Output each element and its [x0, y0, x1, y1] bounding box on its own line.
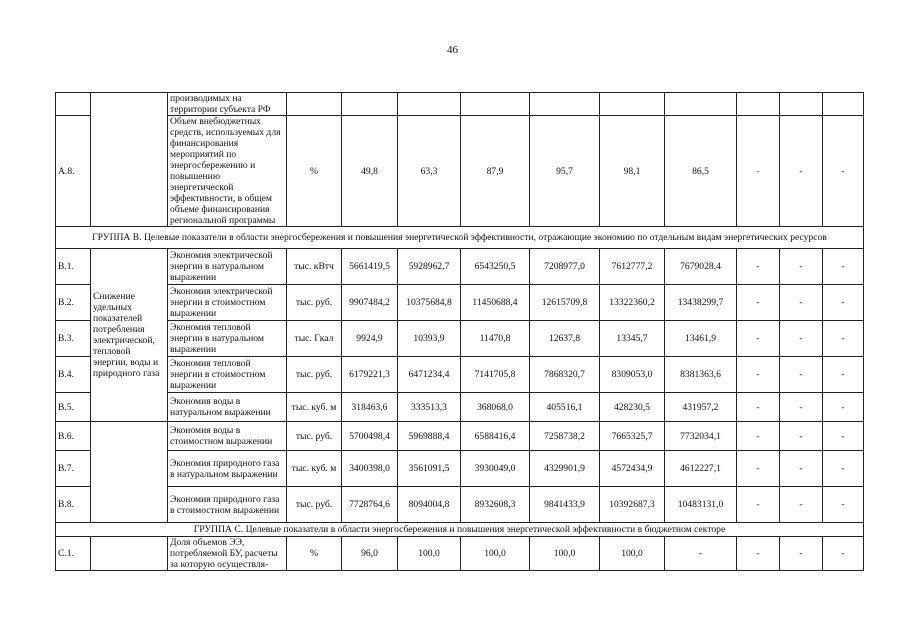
value-cell: 7141705,8 [461, 357, 530, 393]
category-cell [91, 537, 168, 571]
value-cell: 7679028,4 [665, 249, 737, 285]
value-cell: 6179221,3 [342, 357, 398, 393]
row-unit: тыс. куб. м [287, 393, 342, 422]
value-cell: - [737, 321, 780, 357]
table-row [56, 393, 864, 422]
value-cell: 95,7 [530, 116, 600, 227]
row-unit: тыс. кВтч [287, 249, 342, 285]
table-row [56, 451, 864, 487]
value-cell: 11470,8 [461, 321, 530, 357]
table-row [56, 357, 864, 393]
value-cell: - [737, 422, 780, 451]
value-cell: - [823, 393, 864, 422]
value-cell: - [780, 357, 823, 393]
value-cell: 13461,9 [665, 321, 737, 357]
value-cell: 8309053,0 [600, 357, 665, 393]
row-description: Экономия тепловой энергии в натуральном выражении [168, 321, 287, 357]
value-cell: 8932608,3 [461, 487, 530, 523]
row-unit: тыс. руб. [287, 487, 342, 523]
value-cell: 49,8 [342, 116, 398, 227]
row-code: А.8. [56, 116, 91, 227]
value-cell: 100,0 [530, 537, 600, 571]
value-cell: 428230,5 [600, 393, 665, 422]
value-cell: 10375684,8 [398, 285, 461, 321]
value-cell: 13345,7 [600, 321, 665, 357]
group-header-row [56, 523, 864, 537]
value-cell: 9841433,9 [530, 487, 600, 523]
value-cell: 86,5 [665, 116, 737, 227]
category-cell [91, 422, 168, 523]
row-description: Доля объемов ЭЭ, потребляемой БУ, расчеты за которую осуществля- [168, 537, 287, 571]
row-unit [287, 93, 342, 116]
table-row [56, 116, 864, 227]
value-cell: - [737, 451, 780, 487]
value-cell: 405516,1 [530, 393, 600, 422]
value-cell [530, 93, 600, 116]
table-row [56, 321, 864, 357]
value-cell: 3561091,5 [398, 451, 461, 487]
value-cell: - [780, 487, 823, 523]
value-cell: 10483131,0 [665, 487, 737, 523]
row-description: Экономия электрической энергии в стоимостном выражении [168, 285, 287, 321]
value-cell: 87,9 [461, 116, 530, 227]
value-cell: - [823, 321, 864, 357]
value-cell [665, 93, 737, 116]
value-cell: 13322360,2 [600, 285, 665, 321]
value-cell [780, 93, 823, 116]
row-code: В.6. [56, 422, 91, 451]
value-cell: 431957,2 [665, 393, 737, 422]
value-cell: - [737, 487, 780, 523]
value-cell [398, 93, 461, 116]
value-cell [461, 93, 530, 116]
row-code: В.1. [56, 249, 91, 285]
value-cell: 7728764,6 [342, 487, 398, 523]
value-cell: - [780, 537, 823, 571]
value-cell: 6543250,5 [461, 249, 530, 285]
value-cell: - [780, 249, 823, 285]
indicator-table [55, 92, 864, 571]
value-cell: - [665, 537, 737, 571]
table-row [56, 422, 864, 451]
value-cell: 3400398,0 [342, 451, 398, 487]
value-cell: - [780, 393, 823, 422]
value-cell [342, 93, 398, 116]
value-cell: 9907484,2 [342, 285, 398, 321]
group-c-title: ГРУППА С. Целевые показатели в области энергосбережения и повышения энергетической эффективности в бюджетном секторе [56, 523, 864, 537]
value-cell [737, 93, 780, 116]
value-cell: 10393,9 [398, 321, 461, 357]
value-cell: 4572434,9 [600, 451, 665, 487]
value-cell: - [737, 537, 780, 571]
value-cell: 7665325,7 [600, 422, 665, 451]
row-code: В.3. [56, 321, 91, 357]
row-code: В.4. [56, 357, 91, 393]
value-cell: 100,0 [398, 537, 461, 571]
value-cell: 5661419,5 [342, 249, 398, 285]
row-code: С.1. [56, 537, 91, 571]
value-cell: 7868320,7 [530, 357, 600, 393]
row-unit: тыс. руб. [287, 357, 342, 393]
value-cell: 12615709,8 [530, 285, 600, 321]
value-cell: - [823, 357, 864, 393]
value-cell: 318463,6 [342, 393, 398, 422]
value-cell: - [780, 422, 823, 451]
value-cell: - [823, 116, 864, 227]
row-description: Экономия воды в натуральном выражении [168, 393, 287, 422]
value-cell: 98,1 [600, 116, 665, 227]
value-cell: 11450688,4 [461, 285, 530, 321]
row-description: Экономия природного газа в натуральном выражении [168, 451, 287, 487]
category-cell: Снижение удельных показателей потребления электрической, тепловой энергии, воды и природного газа [91, 249, 168, 422]
value-cell: 8381363,6 [665, 357, 737, 393]
table-row [56, 537, 864, 571]
value-cell: - [737, 393, 780, 422]
value-cell: 7258738,2 [530, 422, 600, 451]
value-cell: - [737, 285, 780, 321]
value-cell: - [737, 116, 780, 227]
value-cell: - [780, 321, 823, 357]
value-cell: - [823, 249, 864, 285]
row-unit: тыс. Гкал [287, 321, 342, 357]
row-code: В.8. [56, 487, 91, 523]
row-code: В.5. [56, 393, 91, 422]
table-row [56, 285, 864, 321]
value-cell: - [823, 451, 864, 487]
value-cell: - [823, 487, 864, 523]
row-code [56, 93, 91, 116]
row-description: Экономия тепловой энергии в стоимостном выражении [168, 357, 287, 393]
value-cell: - [737, 357, 780, 393]
value-cell: 4329901,9 [530, 451, 600, 487]
value-cell: 12637,8 [530, 321, 600, 357]
value-cell: 5928962,7 [398, 249, 461, 285]
row-unit: % [287, 116, 342, 227]
table-row [56, 249, 864, 285]
value-cell [600, 93, 665, 116]
value-cell: 63,3 [398, 116, 461, 227]
value-cell: - [823, 285, 864, 321]
value-cell: 5700498,4 [342, 422, 398, 451]
group-header-row [56, 227, 864, 249]
row-unit: тыс. куб. м [287, 451, 342, 487]
group-b-title: ГРУППА В. Целевые показатели в области энергосбережения и повышения энергетической эффективности, отражающие экономию по отдельным видам энергетических ресурсов [56, 227, 864, 249]
value-cell: 7732034,1 [665, 422, 737, 451]
value-cell: 100,0 [600, 537, 665, 571]
value-cell: 5969888,4 [398, 422, 461, 451]
value-cell: 13438299,7 [665, 285, 737, 321]
value-cell: 8094004,8 [398, 487, 461, 523]
value-cell: - [737, 249, 780, 285]
row-code: В.7. [56, 451, 91, 487]
table-row [56, 487, 864, 523]
value-cell: 96,0 [342, 537, 398, 571]
value-cell: 10392687,3 [600, 487, 665, 523]
value-cell: 6471234,4 [398, 357, 461, 393]
table-row [56, 93, 864, 116]
value-cell [823, 93, 864, 116]
row-description: производимых на территории субъекта РФ [168, 93, 287, 116]
row-description: Экономия природного газа в стоимостном выражении [168, 487, 287, 523]
category-cell [91, 93, 168, 227]
value-cell: - [780, 451, 823, 487]
value-cell: - [780, 285, 823, 321]
value-cell: 9924,9 [342, 321, 398, 357]
row-unit: тыс. руб. [287, 422, 342, 451]
value-cell: 333513,3 [398, 393, 461, 422]
value-cell: - [823, 537, 864, 571]
page-number: 46 [447, 44, 458, 56]
value-cell: 7612777,2 [600, 249, 665, 285]
row-unit: % [287, 537, 342, 571]
value-cell: 7208977,0 [530, 249, 600, 285]
value-cell: 3930049,0 [461, 451, 530, 487]
value-cell: 6588416,4 [461, 422, 530, 451]
value-cell: - [823, 422, 864, 451]
row-description: Экономия воды в стоимостном выражении [168, 422, 287, 451]
row-code: В.2. [56, 285, 91, 321]
row-description: Экономия электрической энергии в натуральном выражении [168, 249, 287, 285]
value-cell: - [780, 116, 823, 227]
row-description: Объем внебюджетных средств, используемых для финансирования мероприятий по энергосбережению и повышению энергетической эффективности, в общем объеме финансирования региональной программы [168, 116, 287, 227]
value-cell: 368068,0 [461, 393, 530, 422]
row-unit: тыс. руб. [287, 285, 342, 321]
value-cell: 100,0 [461, 537, 530, 571]
value-cell: 4612227,1 [665, 451, 737, 487]
